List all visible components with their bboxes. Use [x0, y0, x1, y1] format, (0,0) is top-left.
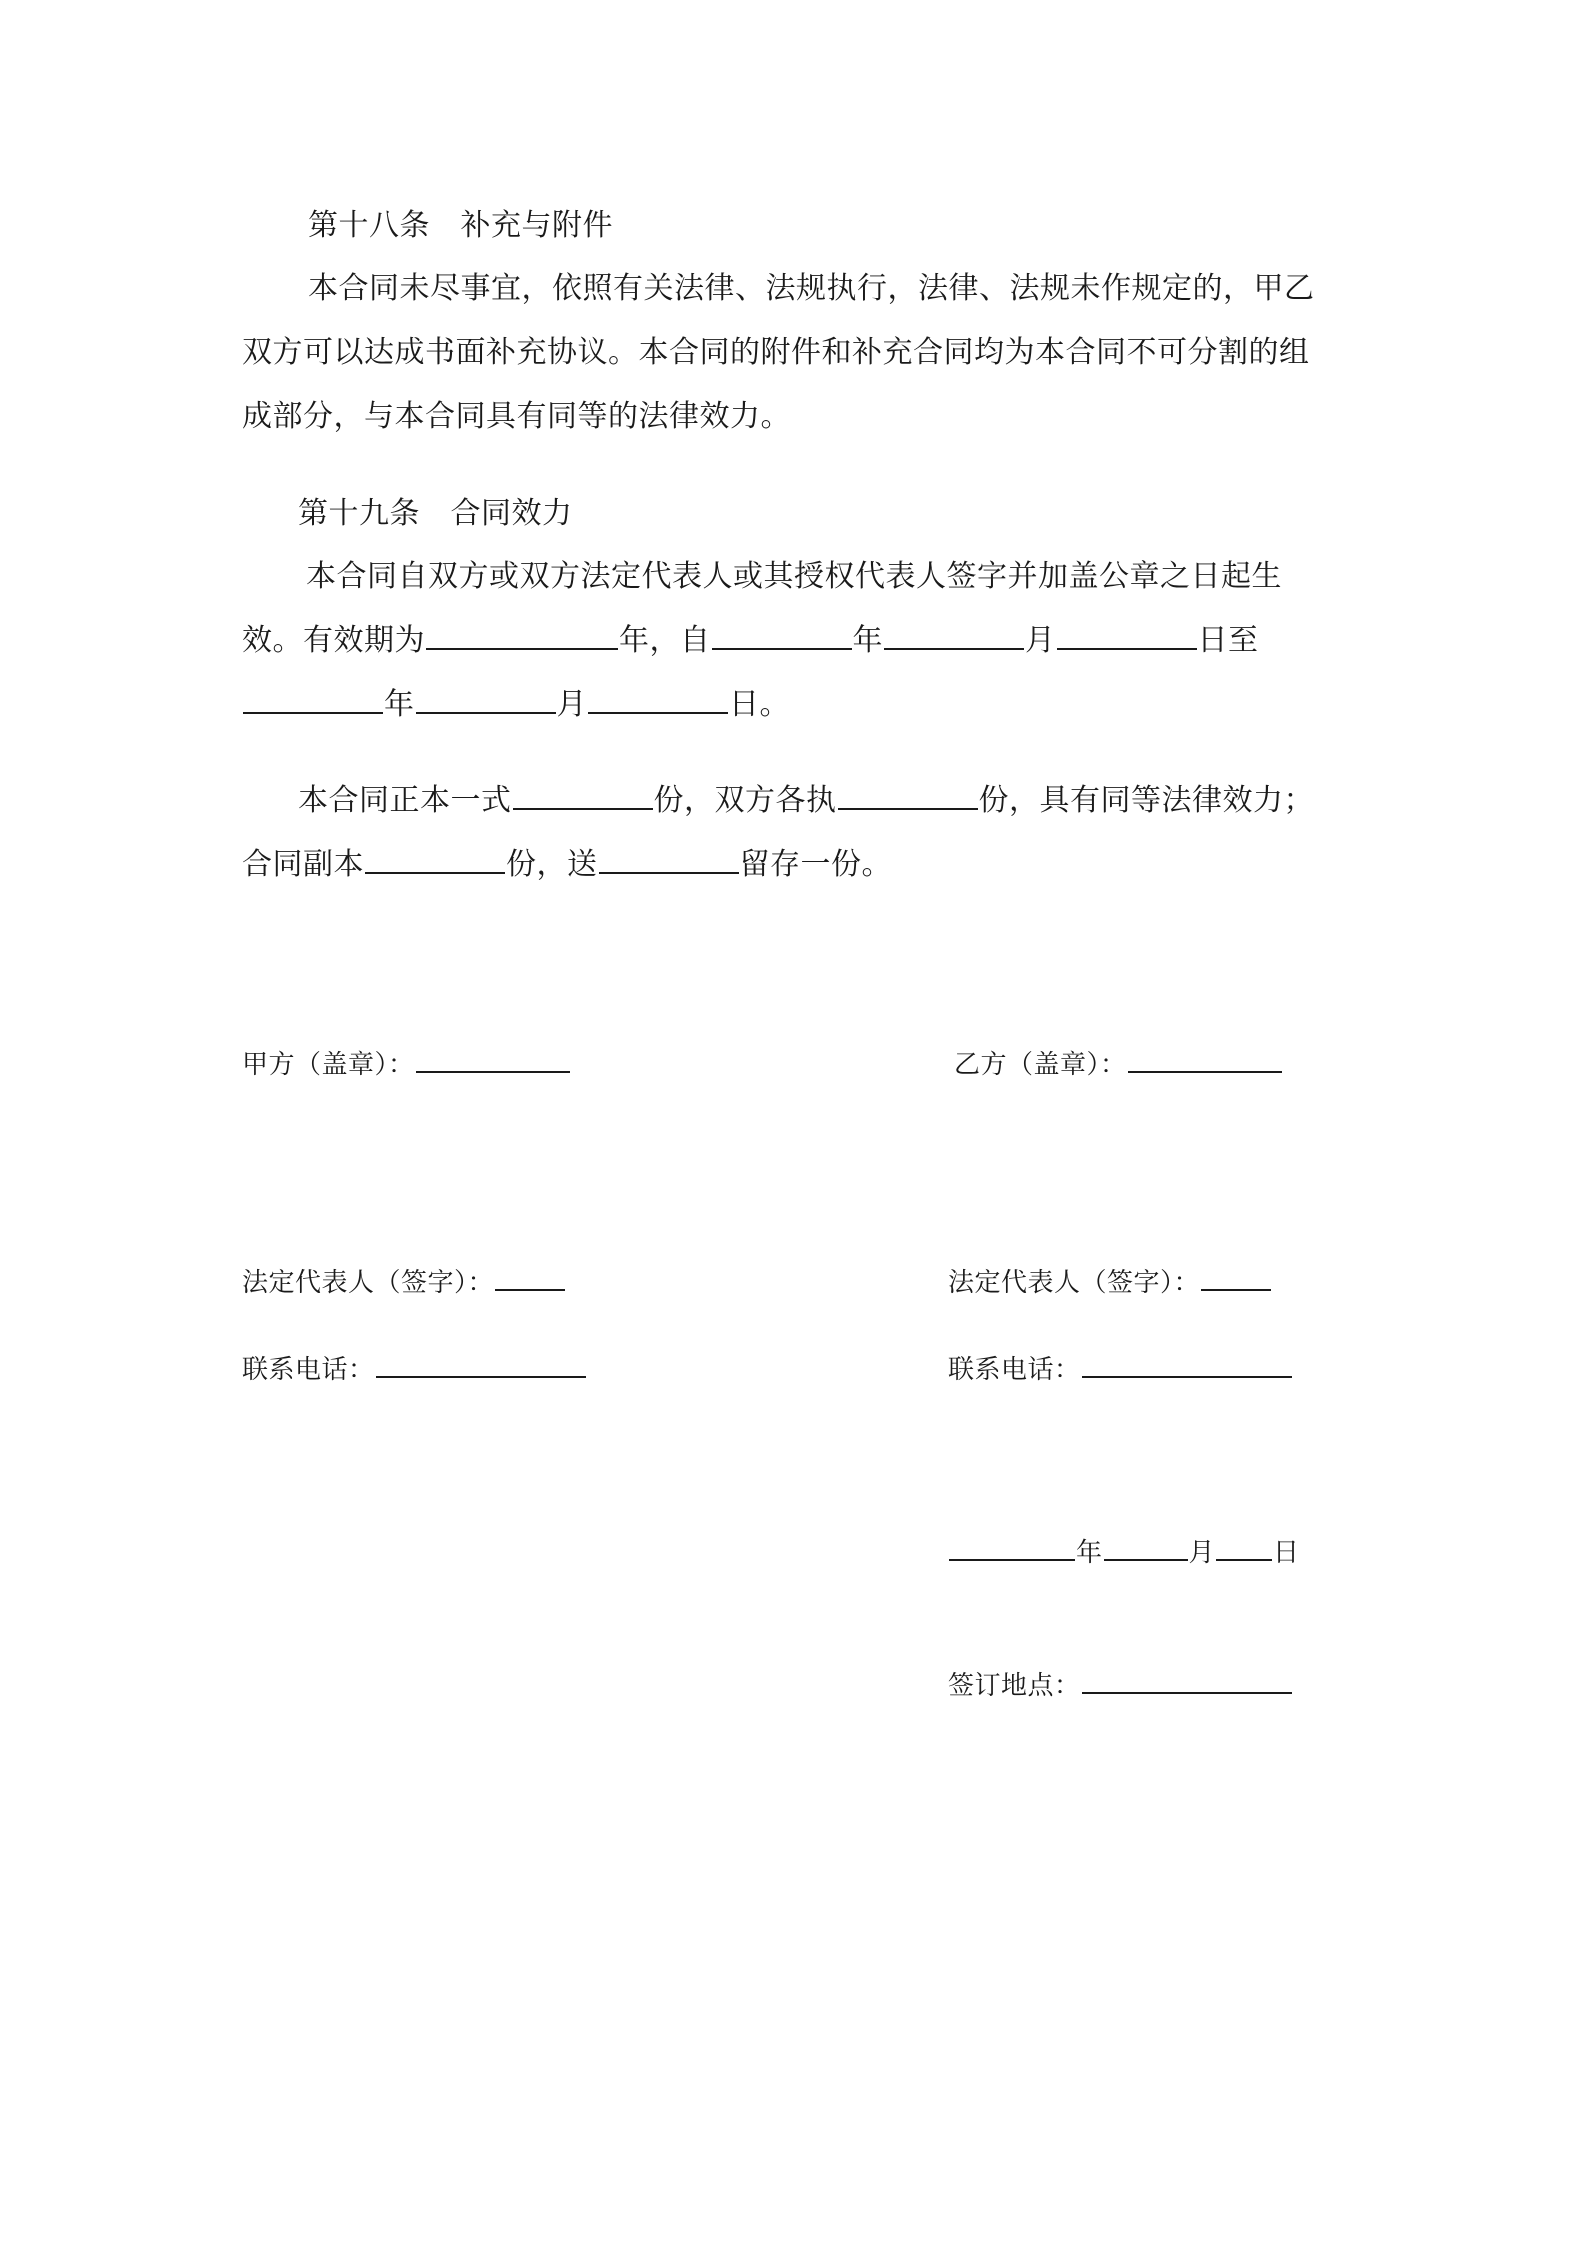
signing-date — [948, 1535, 1300, 1571]
signing-month-blank[interactable] — [1104, 1537, 1188, 1561]
validity-years-blank[interactable] — [426, 622, 618, 650]
party-a-phone-label: 联系电话： — [242, 1355, 375, 1385]
duplicate-copies-blank[interactable] — [365, 846, 505, 874]
party-a-seal-label: 甲方（盖章）： — [242, 1050, 415, 1080]
signing-place — [948, 1668, 1293, 1704]
party-b-seal-blank[interactable] — [1128, 1049, 1282, 1073]
start-year-blank[interactable] — [712, 622, 852, 650]
party-a-legal-rep-label: 法定代表人（签字）： — [242, 1268, 495, 1298]
year-unit: 年 — [384, 687, 415, 722]
send-to-blank[interactable] — [599, 846, 739, 874]
each-party-label: 份，双方各执 — [653, 783, 837, 818]
day-to-label: 日至 — [1197, 623, 1259, 658]
article19-heading: 第十九条 合同效力 — [298, 496, 573, 531]
month-unit: 月 — [556, 687, 587, 722]
party-a-phone — [242, 1352, 587, 1388]
party-b-legal-rep-blank[interactable] — [1201, 1267, 1271, 1291]
copies-line-1 — [298, 781, 1314, 821]
end-year-blank[interactable] — [243, 686, 383, 714]
end-month-blank[interactable] — [416, 686, 556, 714]
article18-body-line-1: 本合同未尽事宜，依照有关法律、法规执行，法律、法规未作规定的，甲乙 — [308, 271, 1315, 306]
validity-period-label: 效。有效期为 — [242, 623, 425, 658]
party-b-legal-rep-label: 法定代表人（签字）： — [948, 1268, 1201, 1298]
start-month-blank[interactable] — [884, 622, 1024, 650]
start-day-blank[interactable] — [1057, 622, 1197, 650]
party-b-phone — [948, 1352, 1293, 1388]
party-a-phone-blank[interactable] — [376, 1354, 586, 1378]
original-copies-blank[interactable] — [513, 782, 653, 810]
signing-month-unit: 月 — [1188, 1538, 1216, 1568]
day-end-label: 日。 — [729, 687, 790, 722]
copies-line-2 — [242, 845, 892, 885]
signing-day-blank[interactable] — [1216, 1537, 1272, 1561]
article19-body-line-1: 本合同自双方或双方法定代表人或其授权代表人签字并加盖公章之日起生 — [306, 559, 1282, 594]
party-b-seal — [954, 1047, 1283, 1083]
party-a-seal — [242, 1047, 571, 1083]
signing-year-unit: 年 — [1076, 1538, 1103, 1568]
from-label: ，自 — [649, 623, 711, 658]
year-unit: 年 — [852, 623, 883, 658]
party-b-seal-label: 乙方（盖章）： — [954, 1050, 1127, 1080]
signing-year-blank[interactable] — [949, 1537, 1075, 1561]
retain-label: 留存一份。 — [739, 847, 892, 882]
party-b-phone-label: 联系电话： — [948, 1355, 1081, 1385]
each-party-copies-blank[interactable] — [838, 782, 978, 810]
party-b-phone-blank[interactable] — [1082, 1354, 1292, 1378]
article19-body-line-2 — [242, 621, 1259, 661]
article19-body-line-3 — [242, 685, 790, 725]
signing-day-unit: 日 — [1273, 1538, 1300, 1568]
article18-heading: 第十八条 补充与附件 — [308, 208, 613, 243]
original-copies-label: 本合同正本一式 — [298, 783, 512, 818]
duplicate-label: 合同副本 — [242, 847, 364, 882]
article18-body-line-2: 双方可以达成书面补充协议。本合同的附件和补充合同均为本合同不可分割的组 — [242, 335, 1310, 370]
party-a-legal-rep — [242, 1265, 566, 1301]
month-unit: 月 — [1025, 623, 1056, 658]
article18-body-line-3: 成部分，与本合同具有同等的法律效力。 — [242, 399, 791, 434]
end-day-blank[interactable] — [588, 686, 728, 714]
party-a-seal-blank[interactable] — [416, 1049, 570, 1073]
party-b-legal-rep — [948, 1265, 1272, 1301]
signing-place-label: 签订地点： — [948, 1671, 1081, 1701]
equal-effect-label: 份，具有同等法律效力； — [978, 783, 1314, 818]
party-a-legal-rep-blank[interactable] — [495, 1267, 565, 1291]
signing-place-blank[interactable] — [1082, 1670, 1292, 1694]
send-to-label: 份，送 — [506, 847, 598, 882]
year-unit: 年 — [619, 623, 650, 658]
